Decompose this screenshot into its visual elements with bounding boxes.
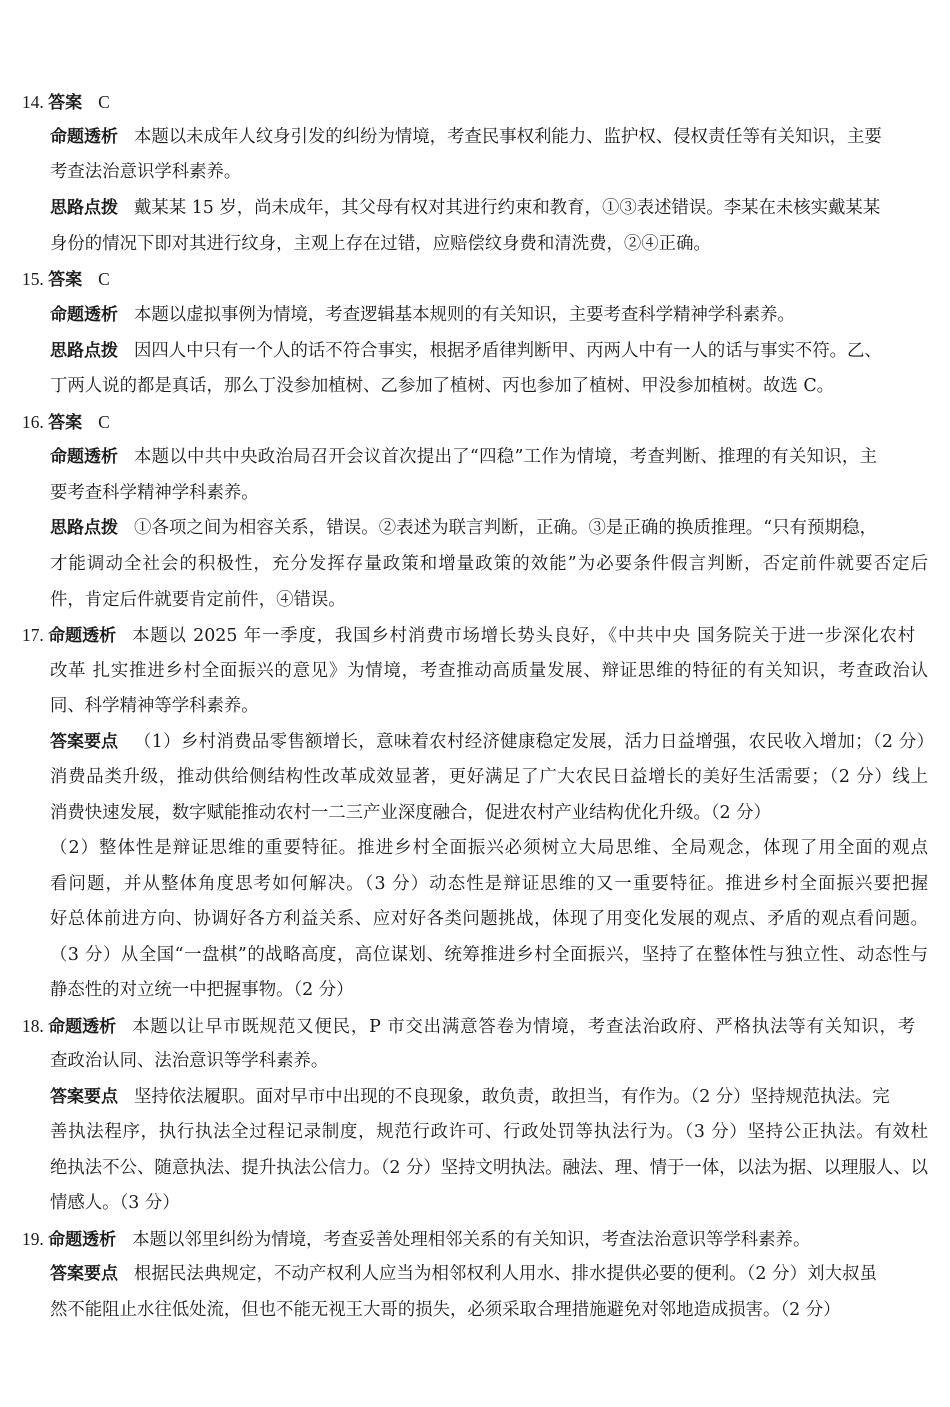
q17-intent-line-3 (50, 694, 259, 718)
q17-part2-line-4 (50, 943, 928, 967)
q17-intent-text-1: 本题以 2025 年一季度，我国乡村消费市场增长势头良好，《中共中央 国务院关于进一步深化农村 (132, 626, 916, 646)
q16-intent-text-1: 本题以中共中央政治局召开会议首次提出了“四稳”工作为情境，考查判断、推理的有关知识，主 (134, 447, 877, 467)
q16-thinking-text-3: 件，肯定后件就要肯定前件，④错误。 (50, 590, 346, 610)
q14-number: 14 . (22, 92, 48, 112)
q15-answer-label: 答案 (48, 270, 83, 290)
q15-thinking-text-2: 丁两人说的都是真话，那么丁没参加植树、乙参加了植树、丙也参加了植树、甲没参加植树。故选 C。 (50, 376, 835, 396)
q15-number: 15 . (22, 269, 48, 289)
q18-keypoints-line-2 (50, 1120, 928, 1144)
q15-thinking-line-1 (50, 339, 882, 363)
q14-intent-text-1: 本题以未成年人纹身引发的纠纷为情境，考查民事权利能力、监护权、侵权责任等有关知识，主要 (134, 127, 882, 147)
q14-answer-line (22, 90, 110, 114)
q18-keypoints-line-1 (50, 1085, 890, 1109)
q14-thinking-text-1: 戴某某 15 岁，尚未成年，其父母有权对其进行约束和教育，①③表述错误。李某在未核实戴某某 (134, 198, 881, 218)
q18-keypoints-text-3: 绝执法不公、随意执法、提升执法公信力。（2 分）坚持文明执法。融法、理、情于一体，以法为据、以理服人、以 (50, 1158, 928, 1178)
q16-answer-line (22, 410, 110, 434)
q15-intent-label: 命题透析 (50, 305, 118, 325)
q17-intent-line-2 (50, 659, 928, 683)
q19-keypoints-text-2: 然不能阻止水往低处流，但也不能无视王大哥的损失，必须采取合理措施避免对邻地造成损害。（2 分） (50, 1300, 841, 1320)
q16-intent-label: 命题透析 (50, 447, 118, 467)
q19-keypoints-label: 答案要点 (50, 1264, 118, 1284)
q17-keypoints-text-2: 消费品类升级，推动供给侧结构性改革成效显著，更好满足了广大农民日益增长的美好生活需要；（2 分）线上 (50, 767, 928, 787)
q19-intent-text-1: 本题以邻里纠纷为情境，考查妥善处理相邻关系的有关知识，考查法治意识等学科素养。 (132, 1230, 811, 1250)
q17-intent-label: 命题透析 (48, 626, 117, 646)
q17-part2-line-3 (50, 907, 928, 931)
q16-intent-line-1 (50, 445, 877, 469)
q14-intent-line-2 (50, 160, 241, 184)
q18-keypoints-text-4: 情感人。（3 分） (50, 1193, 180, 1213)
q15-answer-value: C (98, 269, 110, 289)
q17-keypoints-line-3 (50, 801, 771, 825)
q17-number: 17 . (22, 625, 48, 645)
q18-intent-line-2 (50, 1049, 328, 1073)
q16-thinking-line-3 (50, 588, 346, 612)
q14-intent-line-1 (50, 125, 882, 149)
q14-thinking-line-1 (50, 196, 881, 220)
q15-thinking-label: 思路点拨 (50, 341, 118, 361)
q17-keypoints-line-2 (50, 765, 928, 789)
q16-intent-text-2: 要考查科学精神学科素养。 (50, 483, 259, 503)
q17-part2-text-1: （2）整体性是辩证思维的重要特征。推进乡村全面振兴必须树立大局思维、全局观念，体现了用全面的观点 (50, 838, 928, 858)
q16-thinking-text-2: 才能调动全社会的积极性，充分发挥存量政策和增量政策的效能”为必要条件假言判断，否定前件就要否定后 (50, 554, 928, 574)
q16-thinking-text-1: ①各项之间为相容关系，错误。②表述为联言判断，正确。③是正确的换质推理。“只有预期稳， (134, 518, 877, 538)
q17-part2-text-2: 看问题，并从整体角度思考如何解决。（3 分）动态性是辩证思维的又一重要特征。推进乡村全面振兴要把握 (50, 874, 928, 894)
q17-intent-text-2: 改革 扎实推进乡村全面振兴的意见》为情境，考查推动高质量发展、辩证思维的特征的有关知识，考查政治认 (50, 661, 928, 681)
q15-thinking-line-2 (50, 374, 834, 398)
q17-part2-text-4: （3 分）从全国“一盘棋”的战略高度，高位谋划、统筹推进乡村全面振兴，坚持了在整体性与独立性、动态性与 (50, 945, 928, 965)
q19-intent-line-1 (22, 1227, 810, 1251)
q19-keypoints-text-1: 根据民法典规定，不动产权利人应当为相邻权利人用水、排水提供必要的便利。（2 分）刘大叔虽 (134, 1264, 877, 1284)
q14-answer-label: 答案 (48, 93, 83, 113)
q17-part2-text-5: 静态性的对立统一中把握事物。（2 分） (50, 980, 354, 1000)
q16-thinking-label: 思路点拨 (50, 518, 118, 538)
q14-answer-value: C (98, 92, 110, 112)
q19-number: 19 . (22, 1229, 48, 1249)
q17-intent-line-1 (22, 623, 915, 647)
q14-intent-text-2: 考查法治意识学科素养。 (50, 162, 242, 182)
q16-thinking-line-2 (50, 552, 928, 576)
q14-thinking-line-2 (50, 232, 711, 256)
q16-answer-value: C (98, 412, 110, 432)
q16-intent-line-2 (50, 481, 259, 505)
q15-intent-line-1 (50, 303, 795, 327)
q17-part2-line-1 (50, 836, 928, 860)
q15-intent-text-1: 本题以虚拟事例为情境，考查逻辑基本规则的有关知识，主要考查科学精神学科素养。 (134, 305, 795, 325)
q17-keypoints-text-1: （1）乡村消费品零售额增长，意味着农村经济健康稳定发展，活力日益增强，农民收入增加；（2 分） (134, 732, 934, 752)
q14-intent-label: 命题透析 (50, 127, 118, 147)
q18-number: 18 . (22, 1016, 48, 1036)
q16-number: 16 . (22, 412, 48, 432)
q15-thinking-text-1: 因四人中只有一个人的话不符合事实，根据矛盾律判断甲、丙两人中有一人的话与事实不符。乙、 (134, 341, 882, 361)
q17-keypoints-label: 答案要点 (50, 732, 118, 752)
q18-keypoints-text-1: 坚持依法履职。面对早市中出现的不良现象，敢负责，敢担当，有作为。（2 分）坚持规范执法。完 (134, 1087, 890, 1107)
q17-part2-line-5 (50, 978, 354, 1002)
q19-intent-label: 命题透析 (48, 1230, 117, 1250)
q16-thinking-line-1 (50, 516, 877, 540)
q14-thinking-label: 思路点拨 (50, 198, 118, 218)
q18-keypoints-text-2: 善执法程序，执行执法全过程记录制度，规范行政许可、行政处罚等执法行为。（3 分）坚持公正执法。有效杜 (50, 1122, 928, 1142)
q17-part2-text-3: 好总体前进方向、协调好各方利益关系、应对好各类问题挑战，体现了用变化发展的观点、矛盾的观点看问题。 (50, 909, 928, 929)
q14-thinking-text-2: 身份的情况下即对其进行纹身，主观上存在过错，应赔偿纹身费和清洗费，②④正确。 (50, 234, 711, 254)
q16-answer-label: 答案 (48, 413, 83, 433)
q18-keypoints-label: 答案要点 (50, 1087, 118, 1107)
q18-intent-line-1 (22, 1014, 915, 1038)
q17-keypoints-text-3: 消费快速发展，数字赋能推动农村一二三产业深度融合，促进农村产业结构优化升级。（2 分） (50, 803, 771, 823)
q18-keypoints-line-3 (50, 1156, 928, 1180)
q17-intent-text-3: 同、科学精神等学科素养。 (50, 696, 259, 716)
q18-intent-text-1: 本题以让早市既规范又便民，P 市交出满意答卷为情境，考查法治政府、严格执法等有关知识，考 (132, 1017, 916, 1037)
q17-part2-line-2 (50, 872, 928, 896)
q17-keypoints-line-1 (50, 730, 934, 754)
q18-intent-label: 命题透析 (48, 1017, 117, 1037)
q18-intent-text-2: 查政治认同、法治意识等学科素养。 (50, 1051, 329, 1071)
q19-keypoints-line-1 (50, 1262, 877, 1286)
q15-answer-line (22, 267, 110, 291)
q18-keypoints-line-4 (50, 1191, 180, 1215)
q19-keypoints-line-2 (50, 1298, 840, 1322)
